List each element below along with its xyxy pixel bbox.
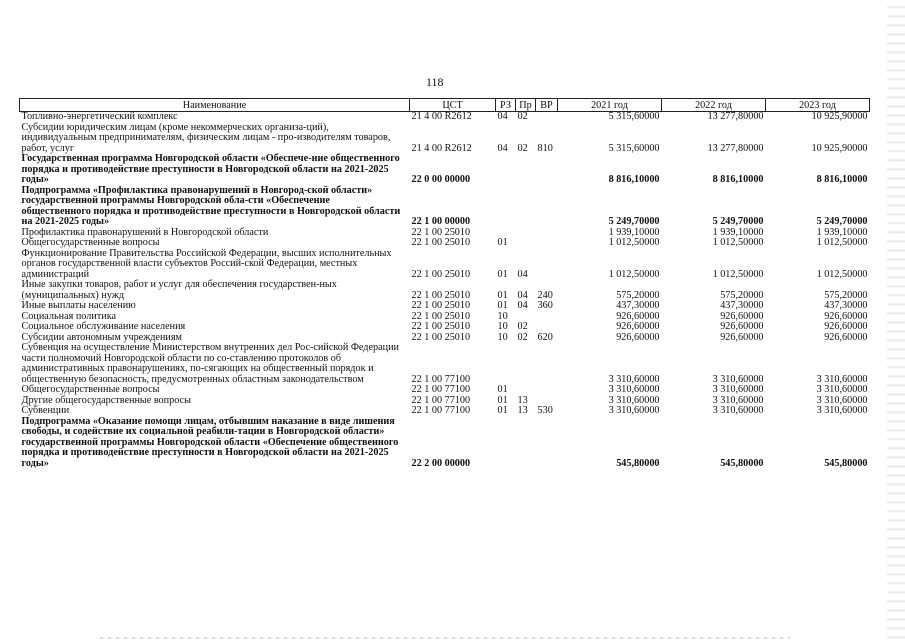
cell-cst: 22 1 00 25010 [411, 268, 471, 280]
cell-y2023: 926,60000 [824, 310, 868, 322]
cell-name: Профилактика правонарушений в Новгородской области [21, 226, 269, 238]
cell-y2022: 13 277,80000 [707, 142, 764, 154]
cell-cst: 22 1 00 25010 [411, 237, 471, 248]
cell-y2023: 8 816,10000 [816, 174, 868, 185]
cell-vr: 620 [537, 331, 553, 343]
cell-y2021: 3 310,60000 [608, 384, 660, 395]
cell-pr [516, 186, 536, 228]
cell-cst: 22 1 00 77100 [411, 384, 471, 395]
cell-vr [536, 249, 558, 281]
cell-cst: 22 1 00 25010 [411, 226, 471, 238]
cell-name: Социальное обслуживание населения [21, 321, 186, 332]
table-body [20, 112, 870, 470]
cell-y2023: 1 012,50000 [816, 268, 868, 280]
cell-pr: 13 [517, 394, 528, 406]
cell-y2021: 1 012,50000 [608, 268, 660, 280]
cell-y2021: 437,30000 [616, 300, 660, 311]
cell-pr [516, 417, 536, 470]
column-header-pr: Пр [516, 99, 536, 112]
cell-y2022: 1 939,10000 [712, 226, 764, 238]
cell-rz: 04 [497, 142, 508, 154]
cell-y2023: 437,30000 [824, 300, 868, 311]
cell-name: Подпрограмма «Профилактика правонарушений в Новгород-ской области» государственной программы Новгородской обла-сти «Обеспечение общественного порядка и противодействие преступности в Новгородской области на 2021-2025 годы» [21, 184, 401, 227]
cell-y2022: 926,60000 [720, 310, 764, 322]
cell-rz: 01 [497, 405, 508, 416]
cell-y2023: 10 925,90000 [811, 142, 868, 154]
cell-name: Общегосударственные вопросы [21, 384, 160, 395]
column-header-2022: 2022 год [662, 99, 766, 112]
cell-y2022: 3 310,60000 [712, 405, 764, 416]
cell-name: Другие общегосударственные вопросы [21, 394, 191, 406]
scan-edge-right [887, 0, 905, 640]
column-header-vr: ВР [536, 99, 558, 112]
cell-rz: 10 [497, 331, 508, 343]
cell-vr [536, 312, 558, 323]
cell-pr [516, 238, 536, 249]
cell-name: Подпрограмма «Оказание помощи лицам, отбывшим наказание в виде лишения свободы, и содействие их социальной реабили-тации в Новгородской области» государственной программы Новгородской области «Обеспечение общественного порядка и противодействие преступности в Новгородской области на 2021-2025 годы» [21, 415, 399, 469]
cell-y2022: 8 816,10000 [712, 174, 764, 185]
page-number: 118 [426, 75, 444, 89]
cell-rz: 01 [497, 268, 508, 280]
column-header-2023: 2023 год [766, 99, 870, 112]
cell-y2021: 1 939,10000 [608, 226, 660, 238]
scan-edge-bottom [100, 637, 790, 639]
table-row [20, 238, 870, 249]
cell-y2023: 1 012,50000 [816, 237, 868, 248]
column-header-2021: 2021 год [558, 99, 662, 112]
cell-vr [536, 343, 558, 385]
cell-pr: 13 [517, 405, 528, 416]
cell-y2023: 5 249,70000 [816, 216, 868, 227]
cell-pr: 02 [517, 111, 528, 122]
cell-name: Общегосударственные вопросы [21, 237, 160, 248]
cell-cst: 22 1 00 25010 [411, 289, 471, 301]
cell-cst: 22 1 00 00000 [411, 216, 471, 227]
cell-name: Субсидии автономным учреждениям [21, 331, 182, 343]
cell-rz: 01 [497, 289, 508, 301]
cell-y2022: 1 012,50000 [712, 268, 764, 280]
cell-y2021: 545,80000 [616, 457, 660, 469]
table-row [20, 322, 870, 333]
cell-vr [536, 385, 558, 396]
cell-rz [496, 417, 516, 470]
cell-y2021: 8 816,10000 [608, 174, 660, 185]
cell-y2023: 3 310,60000 [816, 394, 868, 406]
cell-y2021: 3 310,60000 [608, 405, 660, 416]
cell-rz: 10 [497, 321, 508, 332]
cell-vr: 530 [537, 405, 553, 416]
cell-name: Субвенция на осуществление Министерством внутренних дел Рос-сийской Федерации части полномочий Новгородской области по со-ставлению протоколов об административных правонарушениях, по-сягающих на общественный порядок и общественную безопасность, предусмотренных областным законодательством [21, 342, 399, 385]
cell-vr [536, 417, 558, 470]
cell-pr: 02 [517, 321, 528, 332]
cell-rz [496, 186, 516, 228]
cell-rz: 01 [497, 237, 508, 248]
table-row [20, 186, 870, 228]
cell-rz [496, 154, 516, 186]
cell-y2021: 926,60000 [616, 310, 660, 322]
cell-pr [516, 343, 536, 385]
table-row [20, 280, 870, 301]
cell-y2021: 926,60000 [616, 321, 660, 332]
cell-name: Социальная политика [21, 310, 117, 322]
cell-y2021: 3 310,60000 [608, 373, 660, 385]
cell-rz: 01 [497, 384, 508, 395]
cell-y2022: 1 012,50000 [712, 237, 764, 248]
cell-name: Иные выплаты населению [21, 300, 136, 311]
cell-pr [516, 228, 536, 239]
cell-pr: 02 [517, 331, 528, 343]
cell-name: Функционирование Правительства Российской Федерации, высших исполнительных органов государственной власти субъектов Россий-ской Федерации, местных администраций [21, 247, 392, 280]
cell-cst: 22 0 00 00000 [411, 174, 471, 185]
cell-y2021: 5 249,70000 [608, 216, 660, 227]
cell-y2023: 926,60000 [824, 321, 868, 332]
cell-pr: 04 [517, 300, 528, 311]
column-header-cst: ЦСТ [410, 99, 496, 112]
table-row [20, 406, 870, 417]
table-row [20, 385, 870, 396]
budget-table [19, 98, 870, 469]
cell-y2021: 1 012,50000 [608, 237, 660, 248]
cell-cst: 22 1 00 25010 [411, 321, 471, 332]
cell-name: Топливно-энергетический комплекс [21, 111, 178, 122]
cell-y2022: 3 310,60000 [712, 394, 764, 406]
cell-cst: 22 2 00 00000 [411, 457, 471, 469]
column-header-name: Наименование [20, 99, 410, 112]
cell-rz [496, 343, 516, 385]
cell-y2022: 3 310,60000 [712, 373, 764, 385]
table-row [20, 417, 870, 470]
cell-y2022: 575,20000 [720, 289, 764, 301]
cell-vr [536, 238, 558, 249]
cell-y2023: 926,60000 [824, 331, 868, 343]
column-header-rz: РЗ [496, 99, 516, 112]
cell-name: Государственная программа Новгородской области «Обеспече-ние общественного порядка и противодействие преступности в Новгородской области на 2021-2025 годы» [21, 153, 400, 185]
cell-y2021: 5 315,60000 [608, 111, 660, 122]
cell-y2022: 13 277,80000 [707, 111, 764, 122]
cell-rz: 04 [497, 111, 508, 122]
table-row [20, 343, 870, 385]
table-row [20, 154, 870, 186]
cell-pr: 02 [517, 142, 528, 154]
cell-cst: 21 4 00 R2612 [411, 111, 472, 122]
cell-y2022: 926,60000 [720, 321, 764, 332]
cell-y2021: 5 315,60000 [608, 142, 660, 154]
cell-name: Иные закупки товаров, работ и услуг для обеспечения государствен-ных (муниципальных) нужд [21, 279, 337, 301]
cell-y2023: 3 310,60000 [816, 384, 868, 395]
cell-y2023: 3 310,60000 [816, 373, 868, 385]
cell-vr [536, 228, 558, 239]
cell-y2021: 575,20000 [616, 289, 660, 301]
cell-y2022: 545,80000 [720, 457, 764, 469]
cell-pr: 04 [517, 289, 528, 301]
cell-y2022: 926,60000 [720, 331, 764, 343]
cell-cst: 22 1 00 77100 [411, 394, 471, 406]
cell-vr [536, 154, 558, 186]
cell-cst: 22 1 00 25010 [411, 300, 471, 311]
cell-pr [516, 385, 536, 396]
table-header [20, 99, 870, 112]
cell-y2023: 1 939,10000 [816, 226, 868, 238]
cell-y2022: 437,30000 [720, 300, 764, 311]
cell-cst: 22 1 00 77100 [411, 405, 471, 416]
cell-y2021: 3 310,60000 [608, 394, 660, 406]
cell-y2023: 3 310,60000 [816, 405, 868, 416]
table-row [20, 249, 870, 281]
cell-y2023: 10 925,90000 [811, 111, 868, 122]
cell-cst: 22 1 00 25010 [411, 331, 471, 343]
cell-vr [536, 186, 558, 228]
cell-vr: 240 [537, 289, 553, 301]
cell-y2021: 926,60000 [616, 331, 660, 343]
cell-name: Субвенции [21, 405, 70, 416]
table-row [20, 123, 870, 155]
cell-y2023: 545,80000 [824, 457, 868, 469]
cell-y2023: 575,20000 [824, 289, 868, 301]
cell-y2022: 3 310,60000 [712, 384, 764, 395]
cell-y2022: 5 249,70000 [712, 216, 764, 227]
cell-vr [536, 112, 558, 123]
cell-rz: 01 [497, 394, 508, 406]
cell-vr: 810 [537, 142, 553, 154]
cell-cst: 21 4 00 R2612 [411, 142, 472, 154]
cell-pr: 04 [517, 268, 528, 280]
table-row [20, 301, 870, 312]
cell-vr: 360 [537, 300, 553, 311]
cell-pr [516, 154, 536, 186]
cell-rz: 01 [497, 300, 508, 311]
cell-cst: 22 1 00 77100 [411, 373, 471, 385]
cell-rz: 10 [497, 310, 508, 322]
cell-cst: 22 1 00 25010 [411, 310, 471, 322]
cell-vr [536, 322, 558, 333]
table-row [20, 112, 870, 123]
cell-name: Субсидии юридическим лицам (кроме некоммерческих организа-ций), индивидуальным предпринимателям, физическим лицам - про-изводителям товаров, работ, услуг [21, 121, 391, 154]
